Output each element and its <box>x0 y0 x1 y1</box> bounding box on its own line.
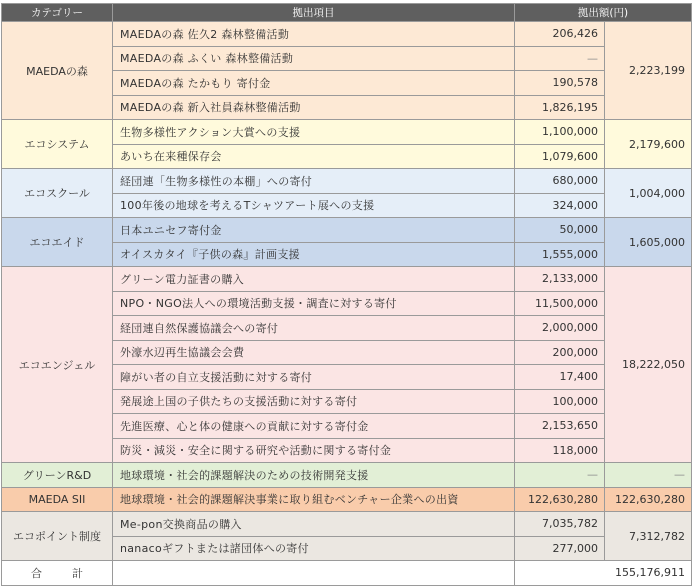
category-total-cell: 1,605,000 <box>605 218 692 267</box>
amount-cell: 7,035,782 <box>515 512 605 537</box>
amount-cell: 1,100,000 <box>515 120 605 145</box>
amount-cell: 1,079,600 <box>515 144 605 169</box>
item-cell: nanacoギフトまたは諸団体への寄付 <box>113 536 515 561</box>
table-row <box>2 218 692 243</box>
grand-total-row <box>2 561 692 586</box>
grand-total-value: 155,176,911 <box>515 561 692 586</box>
grand-total-label-right: 計 <box>72 566 83 580</box>
category-total-cell: 2,179,600 <box>605 120 692 169</box>
category-total-cell: 7,312,782 <box>605 512 692 561</box>
grand-total-label-left: 合 <box>31 566 42 580</box>
table-row <box>2 512 692 537</box>
amount-cell: 11,500,000 <box>515 291 605 316</box>
table-row <box>2 169 692 194</box>
category-cell: MAEDA SII <box>2 487 113 512</box>
contribution-table <box>1 3 692 586</box>
table-row <box>2 463 692 488</box>
item-cell: 日本ユニセフ寄付金 <box>113 218 515 243</box>
amount-cell: 2,153,650 <box>515 414 605 439</box>
item-cell: 外濠水辺再生協議会会費 <box>113 340 515 365</box>
table-row <box>2 267 692 292</box>
item-cell: オイスカタイ『子供の森』計画支援 <box>113 242 515 267</box>
item-cell: 発展途上国の子供たちの支援活動に対する寄付 <box>113 389 515 414</box>
table-row <box>2 22 692 47</box>
category-total-cell: 2,223,199 <box>605 22 692 120</box>
category-cell: エコスクール <box>2 169 113 218</box>
item-cell: MAEDAの森 佐久2 森林整備活動 <box>113 22 515 47</box>
item-cell: MAEDAの森 新入社員森林整備活動 <box>113 95 515 120</box>
amount-cell: 1,555,000 <box>515 242 605 267</box>
grand-total-label <box>2 561 113 586</box>
category-total-cell: 1,004,000 <box>605 169 692 218</box>
category-cell: エコエイド <box>2 218 113 267</box>
amount-cell: 1,826,195 <box>515 95 605 120</box>
amount-cell: 100,000 <box>515 389 605 414</box>
grand-total-empty <box>113 561 515 586</box>
item-cell: 生物多様性アクション大賞への支援 <box>113 120 515 145</box>
amount-cell: 206,426 <box>515 22 605 47</box>
item-cell: 防災・減災・安全に関する研究や活動に関する寄付金 <box>113 438 515 463</box>
amount-cell: — <box>515 46 605 71</box>
category-total-cell: 122,630,280 <box>605 487 692 512</box>
amount-cell: — <box>515 463 605 488</box>
header-category: カテゴリー <box>2 4 113 22</box>
item-cell: 先進医療、心と体の健康への貢献に対する寄付金 <box>113 414 515 439</box>
item-cell: 経団連自然保護協議会への寄付 <box>113 316 515 341</box>
amount-cell: 2,133,000 <box>515 267 605 292</box>
amount-cell: 680,000 <box>515 169 605 194</box>
category-total-cell: 18,222,050 <box>605 267 692 463</box>
category-cell: グリーンR&D <box>2 463 113 488</box>
table-row <box>2 120 692 145</box>
amount-cell: 50,000 <box>515 218 605 243</box>
item-cell: MAEDAの森 たかもり 寄付金 <box>113 71 515 96</box>
category-cell: エコポイント制度 <box>2 512 113 561</box>
amount-cell: 190,578 <box>515 71 605 96</box>
item-cell: 100年後の地球を考えるTシャツアート展への支援 <box>113 193 515 218</box>
amount-cell: 324,000 <box>515 193 605 218</box>
item-cell: グリーン電力証書の購入 <box>113 267 515 292</box>
amount-cell: 2,000,000 <box>515 316 605 341</box>
header-amount: 拠出額(円) <box>515 4 692 22</box>
table-row <box>2 487 692 512</box>
amount-cell: 122,630,280 <box>515 487 605 512</box>
item-cell: 経団連「生物多様性の本棚」への寄付 <box>113 169 515 194</box>
amount-cell: 277,000 <box>515 536 605 561</box>
amount-cell: 17,400 <box>515 365 605 390</box>
category-cell: エコエンジェル <box>2 267 113 463</box>
item-cell: 地球環境・社会的課題解決のための技術開発支援 <box>113 463 515 488</box>
category-cell: MAEDAの森 <box>2 22 113 120</box>
header-item: 拠出項目 <box>113 4 515 22</box>
item-cell: NPO・NGO法人への環境活動支援・調査に対する寄付 <box>113 291 515 316</box>
amount-cell: 200,000 <box>515 340 605 365</box>
category-cell: エコシステム <box>2 120 113 169</box>
item-cell: 障がい者の自立支援活動に対する寄付 <box>113 365 515 390</box>
item-cell: 地球環境・社会的課題解決事業に取り組むベンチャー企業への出資 <box>113 487 515 512</box>
item-cell: Me-pon交換商品の購入 <box>113 512 515 537</box>
table-header-row <box>2 4 692 22</box>
amount-cell: 118,000 <box>515 438 605 463</box>
category-total-cell: — <box>605 463 692 488</box>
item-cell: MAEDAの森 ふくい 森林整備活動 <box>113 46 515 71</box>
item-cell: あいち在来種保存会 <box>113 144 515 169</box>
